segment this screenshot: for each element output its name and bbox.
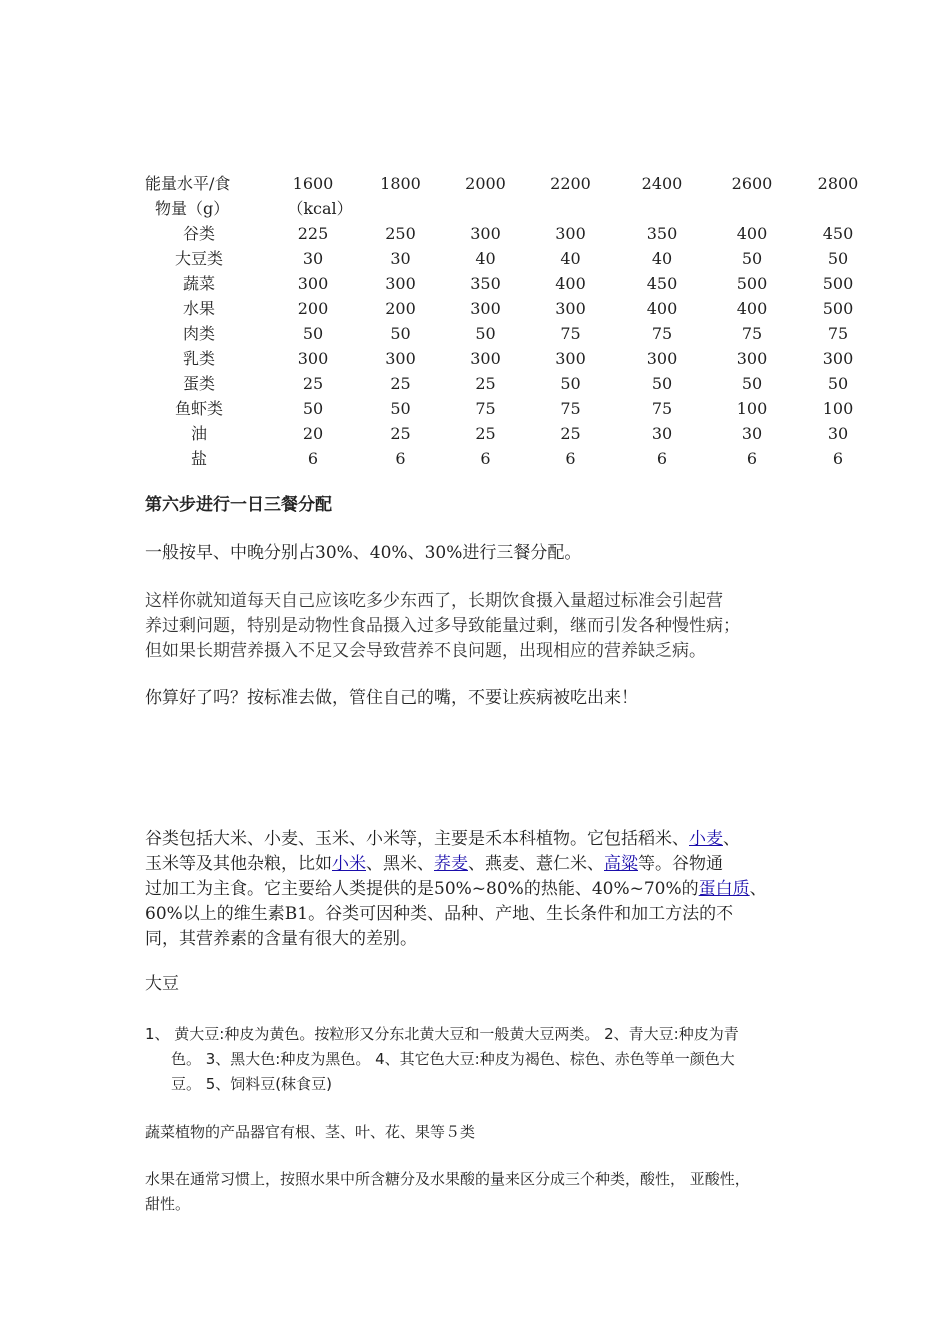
- food-amount-cell: 40: [560, 249, 581, 268]
- grains-paragraph: 谷类包括大米、小麦、玉米、小米等，主要是禾本科植物。它包括稻米、小麦、 玉米等及其他杂粮，比如小米、黑米、荞麦、燕麦、薏仁米、高粱等。谷物通 过加工为主食。它主要给人类提供的是50%~80%的热能、40%~70%的蛋白质、 60%以上的维生素B1。谷类可因种类、品种、产地、生长条件和加工方法的不 同，其营养素的含量有很大的差别。: [145, 829, 767, 949]
- energy-level-cell: 1800: [380, 174, 421, 193]
- food-amount-cell: 75: [560, 399, 581, 418]
- food-amount-cell: 400: [555, 274, 586, 293]
- food-amount-cell: 400: [646, 299, 678, 318]
- link-protein[interactable]: 蛋白质: [698, 879, 750, 899]
- food-category-cell: 大豆类: [174, 249, 223, 268]
- soy-heading: 大豆: [145, 974, 179, 994]
- table-row: [140, 396, 893, 421]
- food-amount-cell: 200: [297, 299, 329, 318]
- food-amount-cell: 50: [741, 374, 763, 393]
- step6-heading: 第六步进行一日三餐分配: [145, 495, 332, 515]
- food-amount-cell: 6: [307, 449, 319, 468]
- food-amount-cell: 400: [736, 224, 768, 243]
- intake-warning-paragraph: 这样你就知道每天自己应该吃多少东西了，长期饮食摄入量超过标准会引起营 养过剩问题，特别是动物性食品摄入过多导致能量过剩，继而引发各种慢性病； 但如果长期营养摄入不足又会导致营养不良问题，出现相应的营养缺乏病。: [145, 591, 740, 661]
- food-amount-cell: 100: [736, 399, 768, 418]
- food-amount-cell: 250: [385, 224, 416, 243]
- link-buckwheat[interactable]: 荞麦: [434, 854, 468, 874]
- food-amount-cell: 25: [475, 424, 496, 443]
- food-quantity-table: [140, 171, 893, 471]
- food-amount-cell: 50: [390, 324, 411, 343]
- vegetables-paragraph: 蔬菜植物的产品器官有根、茎、叶、花、果等５类: [145, 1123, 476, 1141]
- food-amount-cell: 300: [822, 349, 854, 368]
- food-amount-cell: 30: [651, 424, 673, 443]
- food-category-cell: 肉类: [182, 324, 215, 343]
- table-header-row: [140, 171, 893, 221]
- table-row: [140, 321, 893, 346]
- food-amount-cell: 40: [475, 249, 496, 268]
- food-amount-cell: 75: [560, 324, 581, 343]
- food-amount-cell: 6: [565, 449, 576, 468]
- food-amount-cell: 6: [395, 449, 406, 468]
- food-amount-cell: 200: [385, 299, 416, 318]
- table-row: [140, 421, 893, 446]
- food-amount-cell: 300: [297, 274, 329, 293]
- food-category-cell: 鱼虾类: [174, 399, 223, 418]
- energy-level-cell: 2000: [465, 174, 506, 193]
- food-amount-cell: 50: [302, 399, 324, 418]
- food-amount-cell: 50: [390, 399, 411, 418]
- food-amount-cell: 300: [470, 224, 501, 243]
- food-amount-cell: 300: [555, 299, 586, 318]
- food-amount-cell: 30: [390, 249, 411, 268]
- energy-level-cell: 2400: [641, 174, 683, 193]
- table-row: [140, 221, 893, 246]
- energy-unit: （kcal）: [287, 199, 353, 218]
- food-amount-cell: 100: [822, 399, 854, 418]
- fruits-paragraph: 水果在通常习惯上，按照水果中所含糖分及水果酸的量来区分成三个种类，酸性， 亚酸性， 甜性。: [145, 1170, 750, 1213]
- food-category-cell: 水果: [182, 299, 215, 318]
- food-amount-cell: 25: [560, 424, 581, 443]
- food-amount-cell: 30: [827, 424, 849, 443]
- food-category-cell: 蔬菜: [182, 274, 215, 293]
- table-row: [140, 346, 893, 371]
- food-amount-cell: 500: [736, 274, 768, 293]
- food-category-cell: 油: [190, 424, 207, 443]
- table-header-label: 能量水平/食 物量（g）: [145, 174, 231, 218]
- food-amount-cell: 25: [475, 374, 496, 393]
- food-amount-cell: 300: [385, 274, 416, 293]
- food-amount-cell: 300: [297, 349, 329, 368]
- food-amount-cell: 450: [646, 274, 678, 293]
- table-row: [140, 246, 893, 271]
- food-amount-cell: 300: [470, 299, 501, 318]
- food-amount-cell: 25: [302, 374, 324, 393]
- food-amount-cell: 50: [302, 324, 324, 343]
- food-amount-cell: 50: [560, 374, 581, 393]
- energy-level-cell: 2200: [550, 174, 591, 193]
- food-category-cell: 乳类: [182, 349, 215, 368]
- energy-level-cell: 2600: [731, 174, 773, 193]
- food-amount-cell: 30: [302, 249, 324, 268]
- table-row: [140, 371, 893, 396]
- food-amount-cell: 300: [470, 349, 501, 368]
- food-amount-cell: 500: [822, 274, 854, 293]
- food-amount-cell: 6: [480, 449, 491, 468]
- table-row: [140, 296, 893, 321]
- energy-level-cell: 1600 （kcal）: [258, 171, 368, 221]
- food-amount-cell: 40: [651, 249, 673, 268]
- table-row: [140, 271, 893, 296]
- link-wheat[interactable]: 小麦: [689, 829, 723, 849]
- food-category-cell: 谷类: [182, 224, 215, 243]
- food-amount-cell: 300: [555, 349, 586, 368]
- link-sorghum[interactable]: 高粱: [604, 854, 638, 874]
- food-amount-cell: 75: [475, 399, 496, 418]
- food-amount-cell: 75: [741, 324, 763, 343]
- food-category-cell: 盐: [190, 449, 207, 468]
- food-amount-cell: 50: [741, 249, 763, 268]
- food-amount-cell: 25: [390, 374, 411, 393]
- food-amount-cell: 50: [827, 374, 849, 393]
- meal-split-paragraph: 一般按早、中晚分别占30%、40%、30%进行三餐分配。: [145, 543, 582, 563]
- food-amount-cell: 300: [555, 224, 586, 243]
- food-amount-cell: 50: [651, 374, 673, 393]
- food-amount-cell: 75: [651, 399, 673, 418]
- food-amount-cell: 350: [470, 274, 501, 293]
- food-amount-cell: 450: [822, 224, 854, 243]
- table-row: [140, 446, 893, 471]
- food-amount-cell: 300: [385, 349, 416, 368]
- energy-level-cell: 2800: [817, 174, 859, 193]
- food-amount-cell: 50: [827, 249, 849, 268]
- food-amount-cell: 6: [832, 449, 844, 468]
- closing-paragraph: 你算好了吗？按标准去做，管住自己的嘴，不要让疾病被吃出来！: [145, 688, 638, 708]
- food-amount-cell: 20: [302, 424, 324, 443]
- food-amount-cell: 400: [736, 299, 768, 318]
- food-amount-cell: 225: [297, 224, 329, 243]
- food-amount-cell: 6: [746, 449, 758, 468]
- food-amount-cell: 300: [736, 349, 768, 368]
- food-category-cell: 蛋类: [182, 374, 215, 393]
- food-amount-cell: 6: [656, 449, 668, 468]
- food-amount-cell: 500: [822, 299, 854, 318]
- soy-types-list: 1、 黄大豆:种皮为黄色。按粒形又分东北黄大豆和一般黄大豆两类。 2、青大豆:种皮为青 色。 3、黑大色:种皮为黑色。 4、其它色大豆:种皮为褐色、棕色、赤色等单一颜色大 豆。 5、饲料豆(秣食豆): [145, 1025, 739, 1093]
- food-amount-cell: 25: [390, 424, 411, 443]
- link-millet[interactable]: 小米: [332, 854, 366, 874]
- food-amount-cell: 75: [827, 324, 849, 343]
- food-amount-cell: 350: [646, 224, 678, 243]
- food-amount-cell: 300: [646, 349, 678, 368]
- food-amount-cell: 50: [475, 324, 496, 343]
- food-amount-cell: 75: [651, 324, 673, 343]
- food-amount-cell: 30: [741, 424, 763, 443]
